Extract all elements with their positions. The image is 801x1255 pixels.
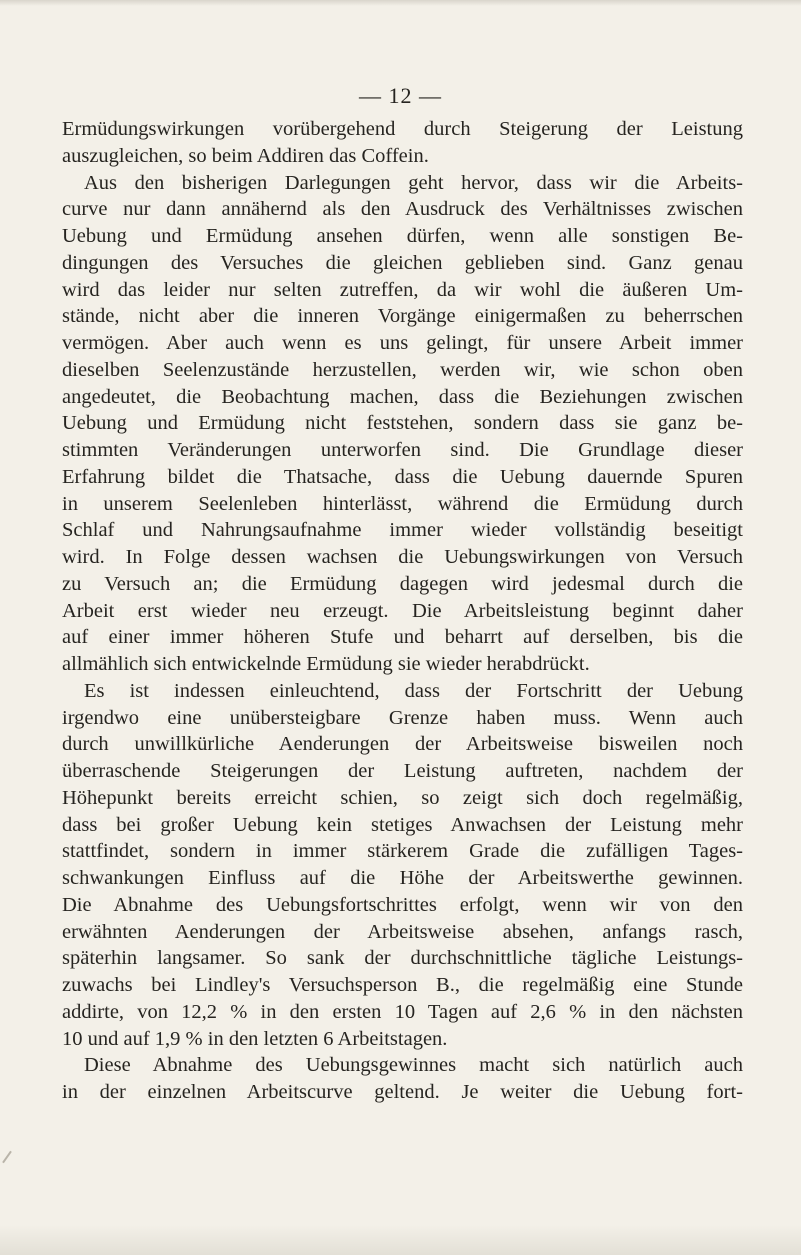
text-line: allmählich sich entwickelnde Ermüdung sie wieder herabdrückt. [62,653,590,675]
text-line: curve nur dann annähernd als den Ausdruck des Verhältnisses zwischen [62,198,743,221]
text-line: späterhin langsamer. So sank der durchschnittliche tägliche Leistungs- [62,947,743,970]
body-text [62,116,743,1106]
text-line: auszugleichen, so beim Addiren das Coffein. [62,144,429,167]
page-top-edge [0,0,801,6]
text-line: wird. In Folge dessen wachsen die Uebungswirkungen von Versuch [62,546,743,568]
text-line: Arbeit erst wieder neu erzeugt. Die Arbeitsleistung beginnt daher [62,599,743,622]
text-line: Uebung und Ermüdung ansehen dürfen, wenn alle sonstigen Be- [62,225,743,247]
text-line: zuwachs bei Lindley's Versuchsperson B., die regelmäßig eine Stunde [62,974,743,996]
text-line: erwähnten Aenderungen der Arbeitsweise absehen, anfangs rasch, [62,920,743,943]
text-line: stattfindet, sondern in immer stärkerem Grade die zufälligen Tages- [62,840,743,863]
page-number: — 12 — [359,83,442,108]
text-line: Erfahrung bildet die Thatsache, dass die Uebung dauernde Spuren [62,465,743,488]
text-line: in unserem Seelenleben hinterlässt, während die Ermüdung durch [62,492,743,515]
text-line: Schlaf und Nahrungsaufnahme immer wieder vollständig beseitigt [62,519,743,542]
text-line: schwankungen Einfluss auf die Höhe der Arbeitswerthe gewinnen. [62,867,743,889]
text-line: vermögen. Aber auch wenn es uns gelingt, für unsere Arbeit immer [62,332,743,354]
text-line: Aus den bisherigen Darlegungen geht hervor, dass wir die Arbeits- [84,171,743,194]
text-line: angedeutet, die Beobachtung machen, dass die Beziehungen zwischen [62,385,743,408]
text-line: stimmten Veränderungen unterworfen sind. Die Grundlage dieser [62,439,743,461]
margin-mark [2,1151,12,1164]
text-line: Ermüdungswirkungen vorübergehend durch Steigerung der Leistung [62,118,743,140]
text-line: irgendwo eine unübersteigbare Grenze haben muss. Wenn auch [62,706,743,729]
text-line: in der einzelnen Arbeitscurve geltend. Je weiter die Uebung fort- [62,1081,743,1103]
page-bottom-shadow [0,1225,801,1255]
text-line: dingungen des Versuches die gleichen geblieben sind. Ganz genau [62,251,743,274]
text-line: addirte, von 12,2 % in den ersten 10 Tagen auf 2,6 % in den nächsten [62,1000,743,1023]
text-line: 10 und auf 1,9 % in den letzten 6 Arbeitstagen. [62,1027,448,1050]
text-line: dieselben Seelenzustände herzustellen, werden wir, wie schon oben [62,358,743,381]
text-line: Es ist indessen einleuchtend, dass der Fortschritt der Uebung [84,679,743,702]
text-line: zu Versuch an; die Ermüdung dagegen wird jedesmal durch die [62,572,743,595]
text-line: stände, nicht aber die inneren Vorgänge einigermaßen zu beherrschen [62,305,743,328]
text-line: Die Abnahme des Uebungsfortschrittes erfolgt, wenn wir von den [62,893,743,916]
text-line: durch unwillkürliche Aenderungen der Arbeitsweise bisweilen noch [62,733,743,756]
text-line: Diese Abnahme des Uebungsgewinnes macht sich natürlich auch [84,1054,743,1077]
text-line: dass bei großer Uebung kein stetiges Anwachsen der Leistung mehr [62,813,743,836]
text-line: Höhepunkt bereits erreicht schien, so zeigt sich doch regelmäßig, [62,786,743,809]
text-line: überraschende Steigerungen der Leistung auftreten, nachdem der [62,760,743,782]
text-line: Uebung und Ermüdung nicht feststehen, sondern dass sie ganz be- [62,412,743,435]
text-line: auf einer immer höheren Stufe und beharrt auf derselben, bis die [62,626,743,649]
text-line: wird das leider nur selten zutreffen, da wir wohl die äußeren Um- [62,278,743,301]
